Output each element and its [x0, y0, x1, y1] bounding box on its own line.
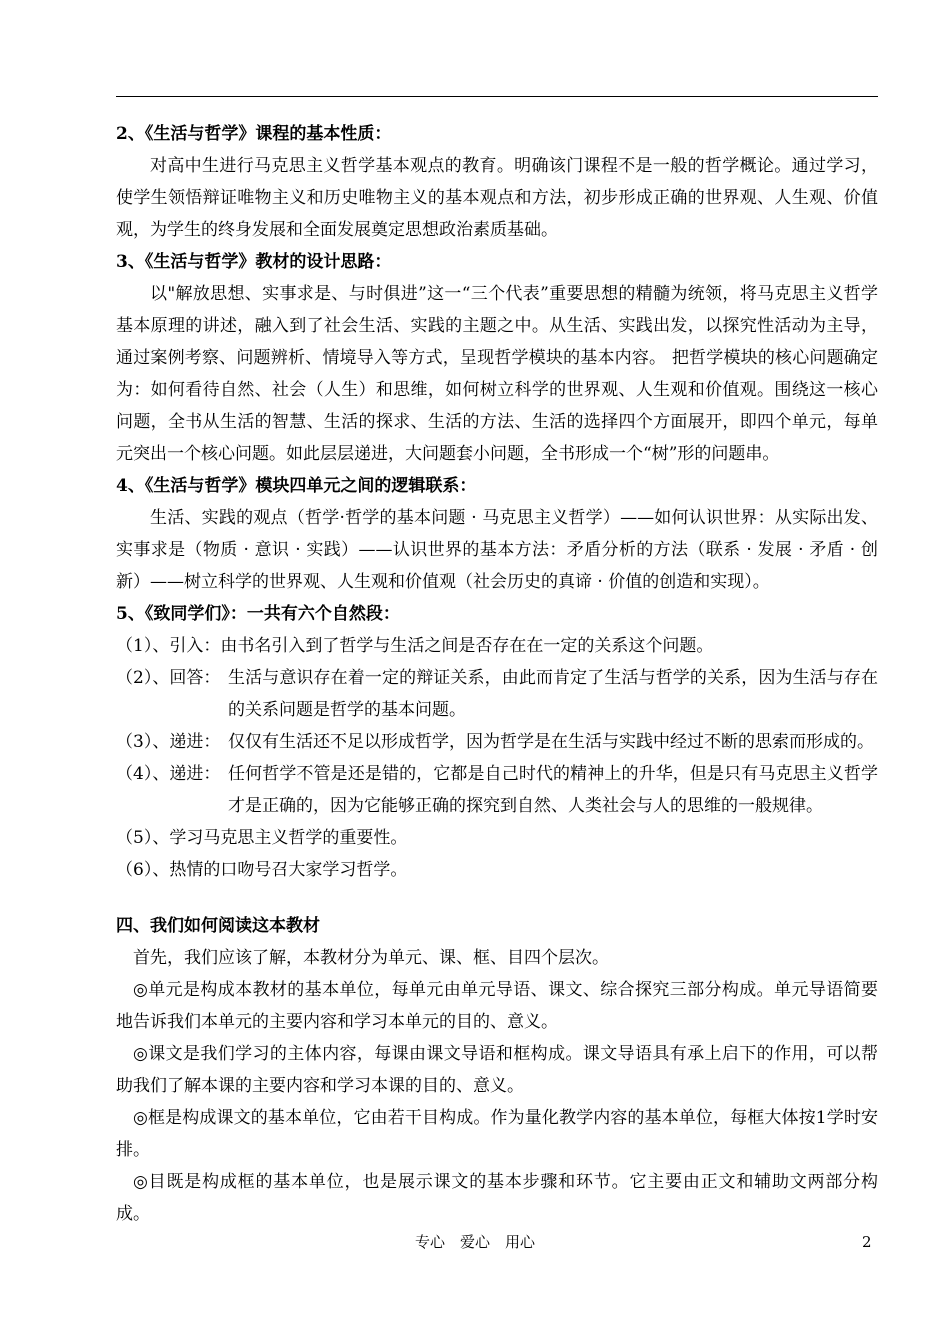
section-2-heading: 2、《生活与哲学》课程的基本性质： — [116, 124, 392, 144]
section-four-paragraph: ◎单元是构成本教材的基本单位，每单元由单元导语、课文、综合探究三部分构成。单元导语简要地告诉我们本单元的主要内容和学习本单元的目的、意义。 — [116, 980, 878, 1032]
list-item-label: （5）、 — [116, 828, 170, 848]
list-item-text: 学习马克思主义哲学的重要性。 — [169, 828, 408, 848]
header-rule — [116, 96, 878, 97]
list-item — [116, 758, 878, 822]
list-item-text: 任何哲学不管是还是错的，它都是自己时代的精神上的升华，但是只有马克思主义哲学才是正确的，因为它能够正确的探究到自然、人类社会与人的思维的一般规律。 — [228, 764, 878, 816]
section-4-heading: 4、《生活与哲学》模块四单元之间的逻辑联系： — [116, 476, 477, 496]
page-number: 2 — [862, 1233, 872, 1251]
list-item-text: 由书名引入到了哲学与生活之间是否存在在一定的关系这个问题。 — [220, 636, 714, 656]
list-item — [116, 726, 878, 758]
section-3-heading: 3、《生活与哲学》教材的设计思路： — [116, 252, 392, 272]
section-4-paragraph: 生活、实践的观点（哲学·哲学的基本问题 · 马克思主义哲学）——如何认识世界：从实际出发、实事求是（物质 · 意识 · 实践）——认识世界的基本方法：矛盾分析的方法（联系 · 发展 · 矛盾 · 创新）——树立科学的世界观、人生观和价值观（社会历史的真谛 · 价值的创造和实现）。 — [116, 508, 878, 592]
list-item-label: （6）、 — [116, 860, 170, 880]
list-item — [116, 662, 878, 726]
section-four-heading: 四、我们如何阅读这本教材 — [116, 916, 320, 936]
section-gap — [116, 886, 878, 910]
list-item-label: （2）、回答： — [116, 668, 221, 688]
list-item — [116, 854, 878, 886]
section-2-paragraph: 对高中生进行马克思主义哲学基本观点的教育。明确该门课程不是一般的哲学概论。通过学习，使学生领悟辩证唯物主义和历史唯物主义的基本观点和方法，初步形成正确的世界观、人生观、价值观，为学生的终身发展和全面发展奠定思想政治素质基础。 — [116, 156, 878, 240]
list-item — [116, 630, 878, 662]
section-four-paragraph: ◎框是构成课文的基本单位，它由若干目构成。作为量化教学内容的基本单位，每框大体按1学时安排。 — [116, 1108, 878, 1160]
list-item-text: 生活与意识存在着一定的辩证关系，由此而肯定了生活与哲学的关系，因为生活与存在的关系问题是哲学的基本问题。 — [228, 668, 878, 720]
list-item-label: （1）、引入： — [116, 636, 221, 656]
footer-motto: 专心 爱心 用心 — [414, 1233, 535, 1251]
list-item-text: 热情的口吻号召大家学习哲学。 — [169, 860, 408, 880]
list-item-label: （4）、递进： — [116, 764, 221, 784]
section-four-paragraph: ◎目既是构成框的基本单位，也是展示课文的基本步骤和环节。它主要由正文和辅助文两部分构成。 — [116, 1172, 878, 1224]
list-item — [116, 822, 878, 854]
section-5-heading: 5、《致同学们》：一共有六个自然段： — [116, 604, 400, 624]
list-item-label: （3）、递进： — [116, 732, 221, 752]
section-3-paragraph: 以"解放思想、实事求是、与时俱进”这一“三个代表”重要思想的精髓为统领，将马克思主义哲学基本原理的讲述，融入到了社会生活、实践的主题之中。从生活、实践出发，以探究性活动为主导，通过案例考察、问题辨析、情境导入等方式，呈现哲学模块的基本内容。 把哲学模块的核心问题确定为：如何看待自然、社会（人生）和思维，如何树立科学的世界观、人生观和价值观。围绕这一核心问题，全书从生活的智慧、生活的探求、生活的方法、生活的选择四个方面展开，即四个单元，每单元突出一个核心问题。如此层层递进，大问题套小问题，全书形成一个“树”形的问题串。 — [116, 284, 878, 464]
section-four-paragraph: ◎课文是我们学习的主体内容，每课由课文导语和框构成。课文导语具有承上启下的作用，可以帮助我们了解本课的主要内容和学习本课的目的、意义。 — [116, 1044, 878, 1096]
list-item-text: 仅仅有生活还不足以形成哲学，因为哲学是在生活与实践中经过不断的思索而形成的。 — [228, 732, 874, 752]
page-body — [116, 118, 878, 1230]
section-four-intro: 首先，我们应该了解，本教材分为单元、课、框、目四个层次。 — [133, 948, 609, 968]
